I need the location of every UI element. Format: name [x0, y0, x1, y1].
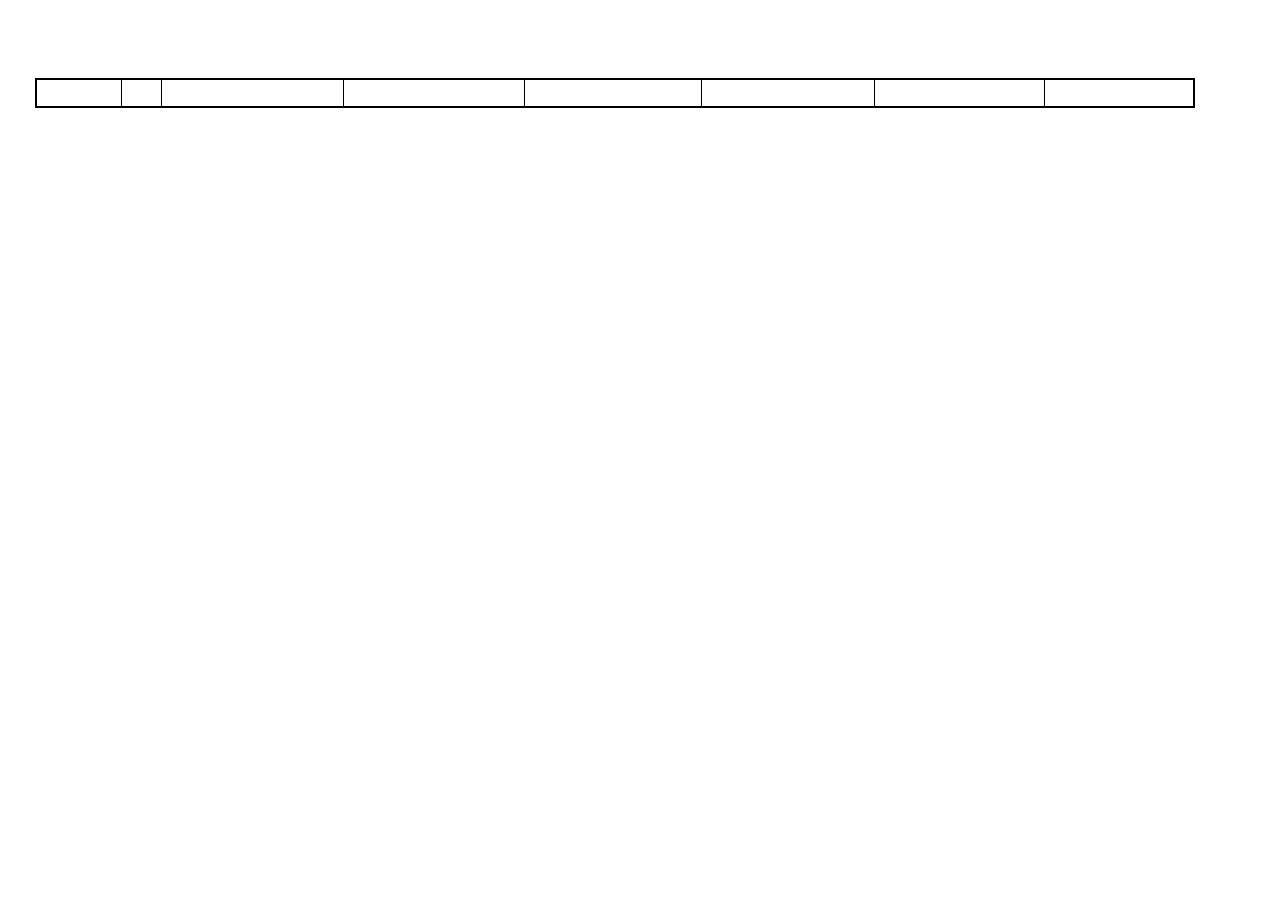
header-tue	[343, 79, 524, 107]
header-sat	[1044, 79, 1194, 107]
header-wed	[524, 79, 701, 107]
schedule-table	[35, 78, 1195, 108]
header-mon	[161, 79, 343, 107]
header-blank	[121, 79, 161, 107]
header-thu	[701, 79, 874, 107]
header-fri	[874, 79, 1044, 107]
page-title	[42, 20, 63, 49]
weekday-header-row	[36, 79, 1194, 107]
header-sun	[36, 79, 121, 107]
